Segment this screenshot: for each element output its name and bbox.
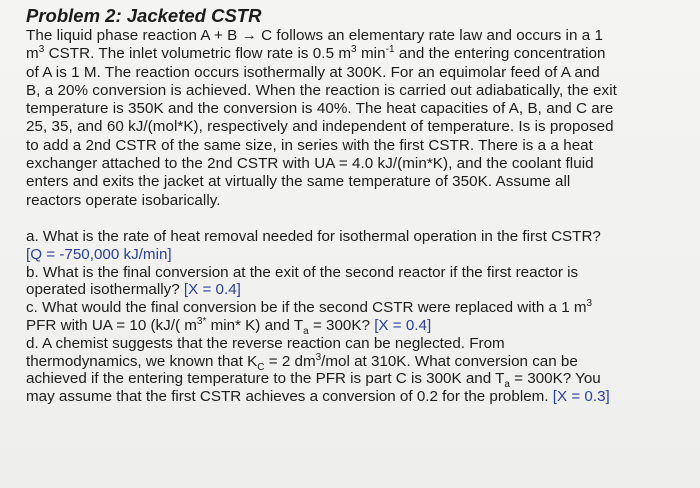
problem-statement (26, 27, 686, 210)
statement-line: reactors operate isobarically. (26, 191, 221, 209)
question-d: d. A chemist suggests that the reverse reaction can be neglected. From thermodynamics, we known that $K_C = 2$ $dm^3$/mol at 310K. What conversion can be achieved if the entering temperature to the PFR is part C is 300K and $T_a = 300K$? You may assume that the first CSTR achieves a conversion of 0.2 for the problem. [X = 0.3] (26, 334, 610, 406)
question-a: a. What is the rate of heat removal needed for isothermal operation in the first CSTR? [Q = -750,000 kJ/min] (26, 227, 601, 263)
question-b: b. What is the final conversion at the exit of the second reactor if the first reactor is operated isothermally? [X = 0.4] (26, 263, 579, 299)
statement-line: 25, 35, and 60 kJ/(mol*K), respectively and independent of temperature. Is is proposed (26, 118, 614, 136)
statement-line: enters and exits the jacket at virtually the same temperature of 350K. Assume all (26, 173, 571, 191)
answer-d: [X = 0.3] (552, 388, 610, 406)
statement-line: B, a 20% conversion is achieved. When the reaction is carried out adiabatically, the exit (26, 81, 617, 99)
answer-a: [Q = -750,000 kJ/min] (26, 245, 172, 263)
answer-c: [X = 0.4] (374, 316, 432, 334)
statement-line: of A is 1 M. The reaction occurs isothermally at 300K. For an equimolar feed of A and (26, 63, 600, 81)
questions-list (26, 228, 686, 406)
statement-line: $m^3$ CSTR. The inlet volumetric flow rate is 0.5 $m^3$ $\min^{-1}$ and the entering concentration (26, 44, 606, 63)
question-c: c. What would the final conversion be if the second CSTR were replaced with a 1 $m^3$ PFR with UA = 10 (kJ/( $m^{3*}$ min* K) and $T_a = 300K$? [X = 0.4] (26, 298, 593, 337)
statement-line: temperature is 350K and the conversion is 40%. The heat capacities of A, B, and C are (26, 100, 614, 118)
statement-line: to add a 2nd CSTR of the same size, in series with the first CSTR. There is a a heat (26, 136, 593, 154)
statement-line: exchanger attached to the 2nd CSTR with UA = 4.0 kJ/(min*K), and the coolant fluid (26, 155, 594, 173)
statement-line: The liquid phase reaction A + B → C follows an elementary rate law and occurs in a 1 (26, 27, 603, 44)
problem-title: Problem 2: Jacketed CSTR (26, 5, 262, 26)
answer-b: [X = 0.4] (183, 281, 241, 299)
